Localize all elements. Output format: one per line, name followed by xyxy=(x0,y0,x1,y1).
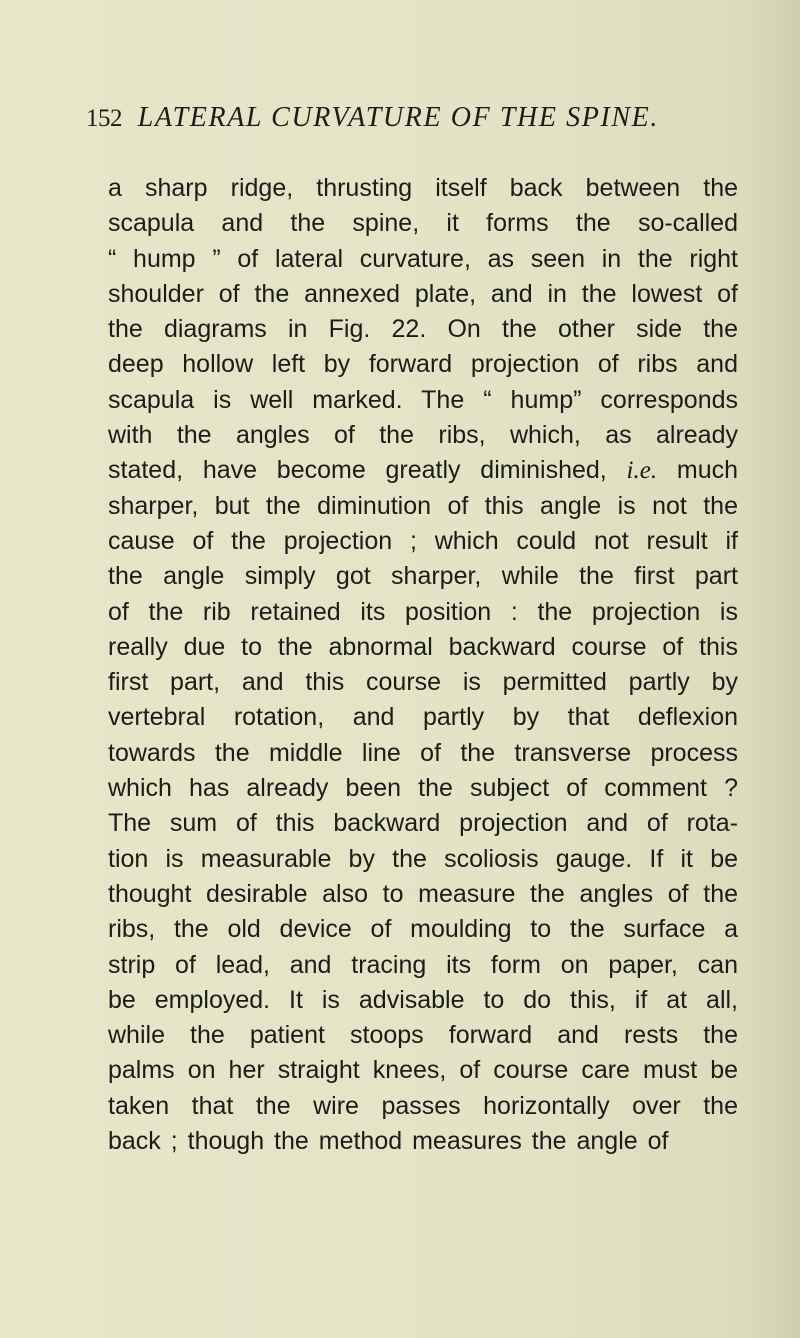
text-line: first part, and this course is permitted partly by xyxy=(108,668,738,697)
text-line: vertebral rotation, and partly by that deflexion xyxy=(108,703,738,732)
text-line: the angle simply got sharper, while the first part xyxy=(108,562,738,591)
text-line: shoulder of the annexed plate, and in the lowest of xyxy=(108,279,738,308)
text-line: sharper, but the diminution of this angle is not the xyxy=(108,491,738,520)
text-line: which has already been the subject of comment ? xyxy=(108,774,738,803)
text-line: “ hump ” of lateral curvature, as seen in the right xyxy=(108,244,738,273)
text-line: while the patient stoops forward and rests the xyxy=(108,1021,738,1050)
text-line-end: much xyxy=(676,456,739,485)
text-line: palms on her straight knees, of course care must be xyxy=(108,1056,738,1085)
page-number: 152 xyxy=(86,105,122,132)
text-line: strip of lead, and tracing its form on paper, can xyxy=(108,950,738,979)
text-line: scapula and the spine, it forms the so-called xyxy=(108,209,738,238)
text-line: towards the middle line of the transverse process xyxy=(108,738,738,767)
text-line: taken that the wire passes horizontally over the xyxy=(108,1091,738,1120)
text-line: the diagrams in Fig. 22. On the other side the xyxy=(108,315,738,344)
text-line: thought desirable also to measure the angles of the xyxy=(108,879,738,908)
text-line: with the angles of the ribs, which, as already xyxy=(108,421,738,450)
text-line: tion is measurable by the scoliosis gauge. If it be xyxy=(108,844,738,873)
italic-abbreviation: i.e. xyxy=(626,457,658,485)
text-line: ribs, the old device of moulding to the surface a xyxy=(108,915,738,944)
text-line: deep hollow left by forward projection of ribs and xyxy=(108,350,738,379)
text-line: scapula is well marked. The “ hump” corresponds xyxy=(108,385,738,414)
text-line: really due to the abnormal backward course of this xyxy=(108,632,738,661)
text-line: The sum of this backward projection and of rota- xyxy=(108,809,738,838)
text-line: back ; though the method measures the angle of xyxy=(108,1127,669,1156)
text-line: of the rib retained its position : the projection is xyxy=(108,597,738,626)
text-line-start: stated, have become greatly diminished, xyxy=(108,456,607,485)
text-line-with-italic xyxy=(108,453,738,488)
page-header xyxy=(86,101,659,141)
text-line: be employed. It is advisable to do this, if at all, xyxy=(108,985,738,1014)
text-line: a sharp ridge, thrusting itself back between the xyxy=(108,174,738,202)
running-head: LATERAL CURVATURE OF THE SPINE. xyxy=(137,102,659,133)
body-text xyxy=(108,171,738,1159)
text-line: cause of the projection ; which could not result if xyxy=(108,526,738,555)
